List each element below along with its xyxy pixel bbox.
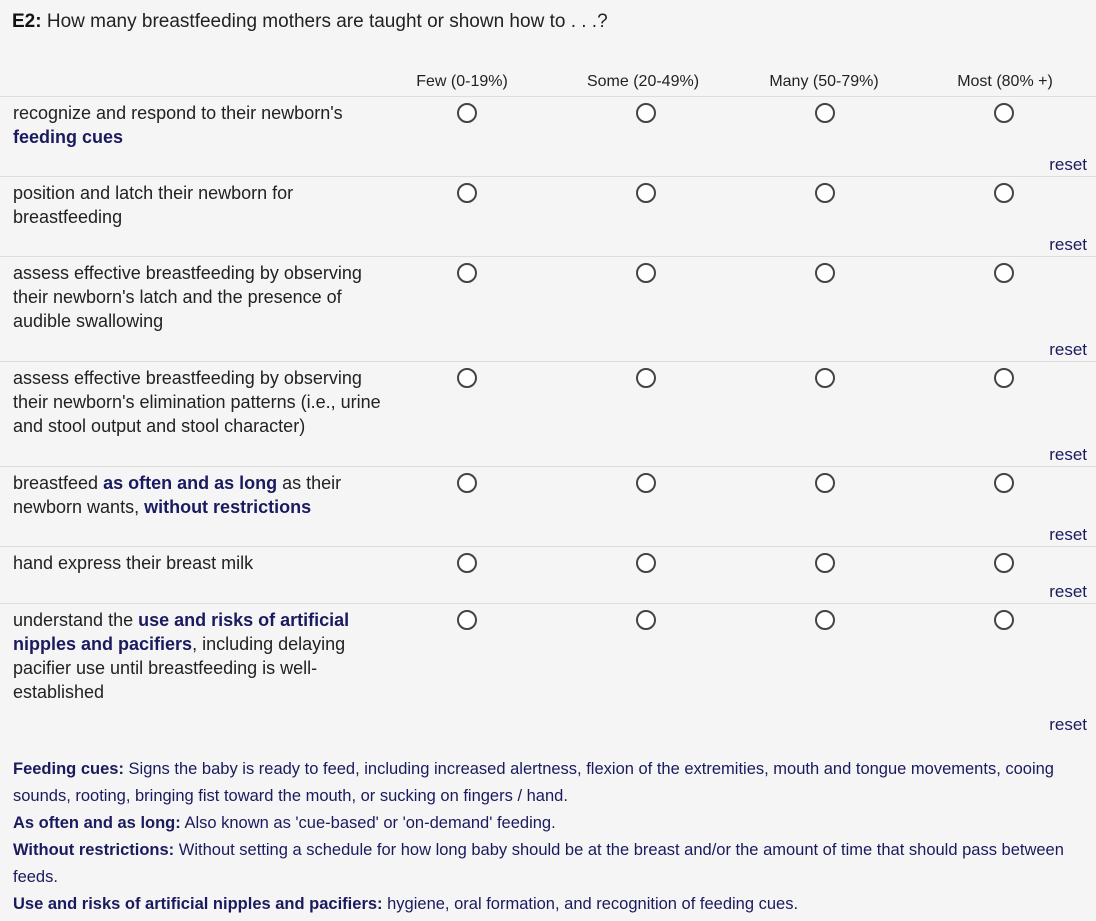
question-title (12, 11, 608, 33)
footnote-text: Also known as 'cue-based' or 'on-demand' feeding. (180, 814, 556, 832)
radio-few[interactable] (457, 553, 477, 573)
reset-link[interactable]: reset (1049, 715, 1087, 734)
radio-some[interactable] (636, 103, 656, 123)
radio-many[interactable] (815, 183, 835, 203)
row-label-text: hand express their breast milk (13, 553, 254, 573)
glossary-term: as often and as long (103, 473, 278, 493)
footnote (13, 837, 1088, 891)
question-text: How many breastfeeding mothers are taught or shown how to . . .? (46, 11, 608, 32)
reset-link[interactable]: reset (1049, 525, 1087, 544)
matrix-row (0, 546, 1096, 604)
footnote-term: Without restrictions: (13, 841, 175, 859)
radio-most[interactable] (994, 610, 1014, 630)
radio-few[interactable] (457, 263, 477, 283)
footnote-term: Feeding cues: (13, 760, 124, 778)
glossary-term: use and risks of artificial nipples and pacifiers (13, 610, 350, 654)
radio-many[interactable] (815, 103, 835, 123)
radio-some[interactable] (636, 553, 656, 573)
row-label (13, 261, 385, 333)
row-label (13, 608, 385, 704)
column-headers (0, 73, 1096, 95)
footnote (13, 756, 1088, 810)
radio-few[interactable] (457, 473, 477, 493)
footnote (13, 810, 1088, 837)
matrix-row (0, 603, 1096, 737)
radio-many[interactable] (815, 368, 835, 388)
footnote (13, 891, 1088, 918)
radio-some[interactable] (636, 183, 656, 203)
column-header-few: Few (0-19%) (416, 73, 508, 90)
radio-some[interactable] (636, 368, 656, 388)
footnote-term: Use and risks of artificial nipples and pacifiers: (13, 895, 383, 913)
reset-link[interactable]: reset (1049, 155, 1087, 174)
column-header-some: Some (20-49%) (586, 73, 700, 90)
column-header-most: Most (80% +) (957, 73, 1053, 90)
radio-few[interactable] (457, 368, 477, 388)
footnote-text: Signs the baby is ready to feed, including increased alertness, flexion of the extremities, mouth and tongue movements, cooing sounds, rooting, bringing fist toward the mouth, or sucking on fingers / hand. (13, 760, 1054, 805)
radio-many[interactable] (815, 263, 835, 283)
footnote-term: As often and as long: (13, 814, 181, 832)
radio-few[interactable] (457, 610, 477, 630)
row-label (13, 471, 385, 519)
radio-some[interactable] (636, 263, 656, 283)
radio-many[interactable] (815, 610, 835, 630)
row-label-text: assess effective breastfeeding by observing their newborn's latch and the presence of audible swallowing (13, 263, 362, 331)
row-label (13, 551, 385, 575)
matrix-row (0, 361, 1096, 467)
radio-some[interactable] (636, 473, 656, 493)
glossary-term: feeding cues (13, 127, 124, 147)
row-label-text: understand the (13, 610, 139, 630)
radio-some[interactable] (636, 610, 656, 630)
radio-most[interactable] (994, 183, 1014, 203)
matrix-row (0, 176, 1096, 257)
radio-most[interactable] (994, 368, 1014, 388)
row-label (13, 181, 385, 229)
radio-most[interactable] (994, 103, 1014, 123)
radio-many[interactable] (815, 473, 835, 493)
footnotes (13, 756, 1088, 918)
row-label-text: breastfeed (13, 473, 104, 493)
row-label-text: , including delaying pacifier use until breastfeeding is well-established (13, 634, 346, 702)
radio-few[interactable] (457, 183, 477, 203)
question-code: E2: (12, 11, 42, 32)
matrix-row (0, 96, 1096, 177)
footnote-text: Without setting a schedule for how long baby should be at the breast and/or the amount of time that should pass between feeds. (13, 841, 1064, 886)
reset-link[interactable]: reset (1049, 582, 1087, 601)
matrix-row (0, 466, 1096, 547)
radio-many[interactable] (815, 553, 835, 573)
reset-link[interactable]: reset (1049, 340, 1087, 359)
row-label (13, 366, 385, 438)
reset-link[interactable]: reset (1049, 445, 1087, 464)
row-label-text: assess effective breastfeeding by observing their newborn's elimination patterns (i.e., urine and stool output and stool character) (13, 368, 381, 436)
row-label (13, 101, 385, 149)
radio-most[interactable] (994, 553, 1014, 573)
radio-most[interactable] (994, 473, 1014, 493)
radio-few[interactable] (457, 103, 477, 123)
footnote-text: hygiene, oral formation, and recognition of feeding cues. (382, 895, 799, 913)
column-header-many: Many (50-79%) (769, 73, 879, 90)
radio-most[interactable] (994, 263, 1014, 283)
glossary-term: without restrictions (144, 497, 312, 517)
row-label-text: recognize and respond to their newborn's (13, 103, 343, 123)
reset-link[interactable]: reset (1049, 235, 1087, 254)
matrix-row (0, 256, 1096, 362)
row-label-text: position and latch their newborn for breastfeeding (13, 183, 294, 227)
row-label-text: as their newborn wants, (13, 473, 342, 517)
